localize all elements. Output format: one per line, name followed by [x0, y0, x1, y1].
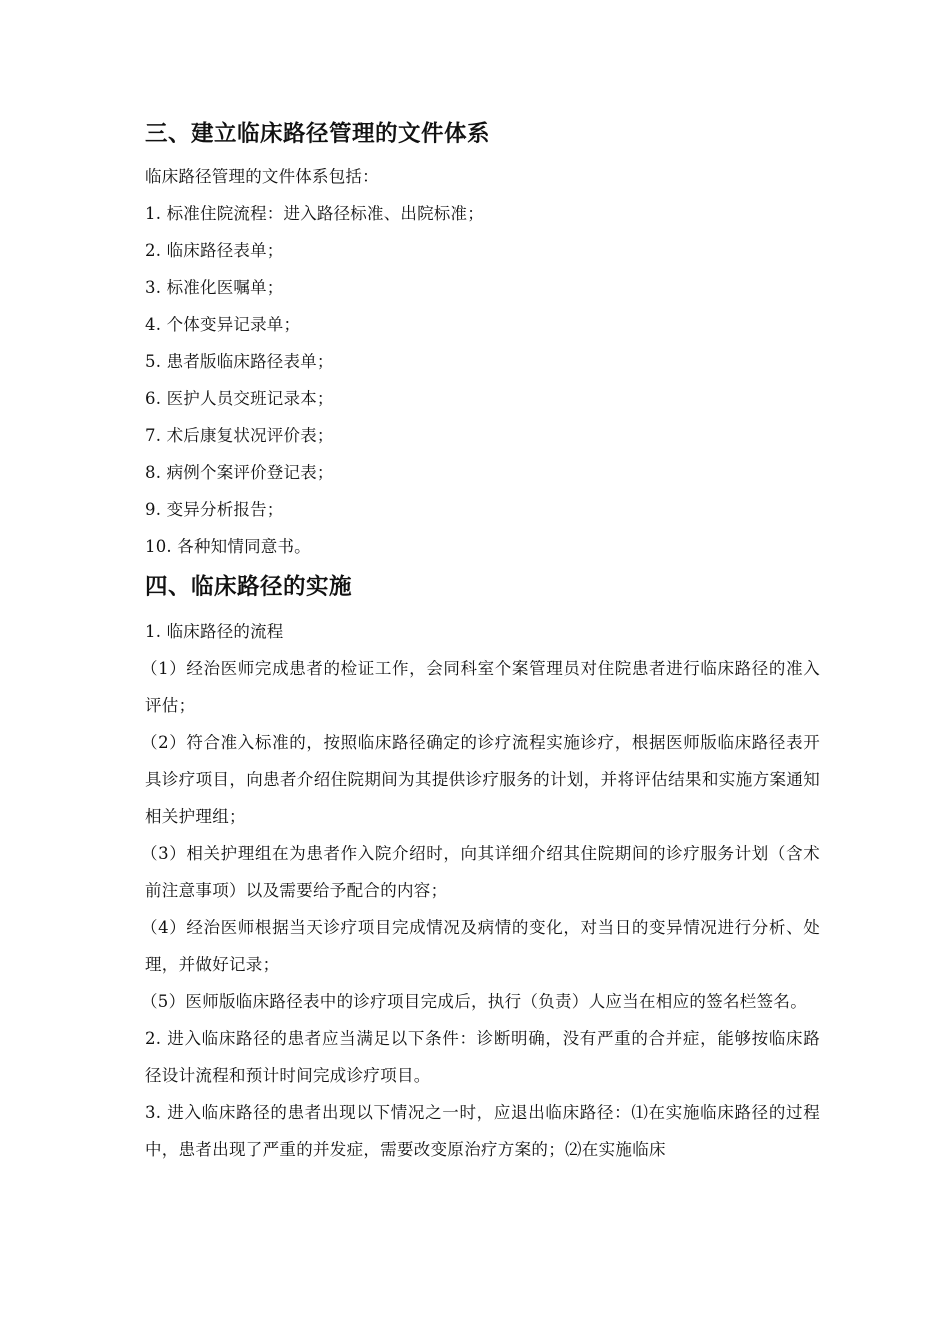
- list-item: 4. 个体变异记录单；: [145, 315, 301, 334]
- section-3-heading: 三、建立临床路径管理的文件体系: [145, 121, 491, 147]
- section-3-intro: 临床路径管理的文件体系包括：: [145, 167, 379, 186]
- list-item: 7. 术后康复状况评价表；: [145, 426, 334, 445]
- subsection-title: 1. 临床路径的流程: [145, 622, 284, 641]
- process-step: （1）经治医师完成患者的检证工作，会同科室个案管理员对住院患者进行临床路径的准入评估；: [141, 659, 820, 715]
- list-item: 6. 医护人员交班记录本；: [145, 389, 334, 408]
- list-item: 5. 患者版临床路径表单；: [145, 352, 334, 371]
- process-step: （4）经治医师根据当天诊疗项目完成情况及病情的变化，对当日的变异情况进行分析、处理，并做好记录；: [141, 918, 820, 974]
- point-2-paragraph: 2. 进入临床路径的患者应当满足以下条件：诊断明确，没有严重的合并症，能够按临床路径设计流程和预计时间完成诊疗项目。: [145, 1029, 820, 1085]
- list-item: 2. 临床路径表单；: [145, 241, 284, 260]
- list-item: 3. 标准化医嘱单；: [145, 278, 284, 297]
- document-body: [141, 112, 820, 1168]
- list-item: 10. 各种知情同意书。: [145, 537, 311, 556]
- list-item: 9. 变异分析报告；: [145, 500, 284, 519]
- point-3-paragraph: 3. 进入临床路径的患者出现以下情况之一时，应退出临床路径：⑴在实施临床路径的过程中，患者出现了严重的并发症，需要改变原治疗方案的；⑵在实施临床: [145, 1103, 820, 1159]
- list-item: 8. 病例个案评价登记表；: [145, 463, 334, 482]
- section-4-heading: 四、临床路径的实施: [145, 574, 353, 600]
- list-item: 1. 标准住院流程：进入路径标准、出院标准；: [145, 204, 484, 223]
- process-step: （2）符合准入标准的，按照临床路径确定的诊疗流程实施诊疗，根据医师版临床路径表开具诊疗项目，向患者介绍住院期间为其提供诊疗服务的计划，并将评估结果和实施方案通知相关护理组；: [141, 733, 820, 826]
- process-step: （5）医师版临床路径表中的诊疗项目完成后，执行（负责）人应当在相应的签名栏签名。: [141, 992, 807, 1011]
- process-step: （3）相关护理组在为患者作入院介绍时，向其详细介绍其住院期间的诊疗服务计划（含术前注意事项）以及需要给予配合的内容；: [141, 844, 820, 900]
